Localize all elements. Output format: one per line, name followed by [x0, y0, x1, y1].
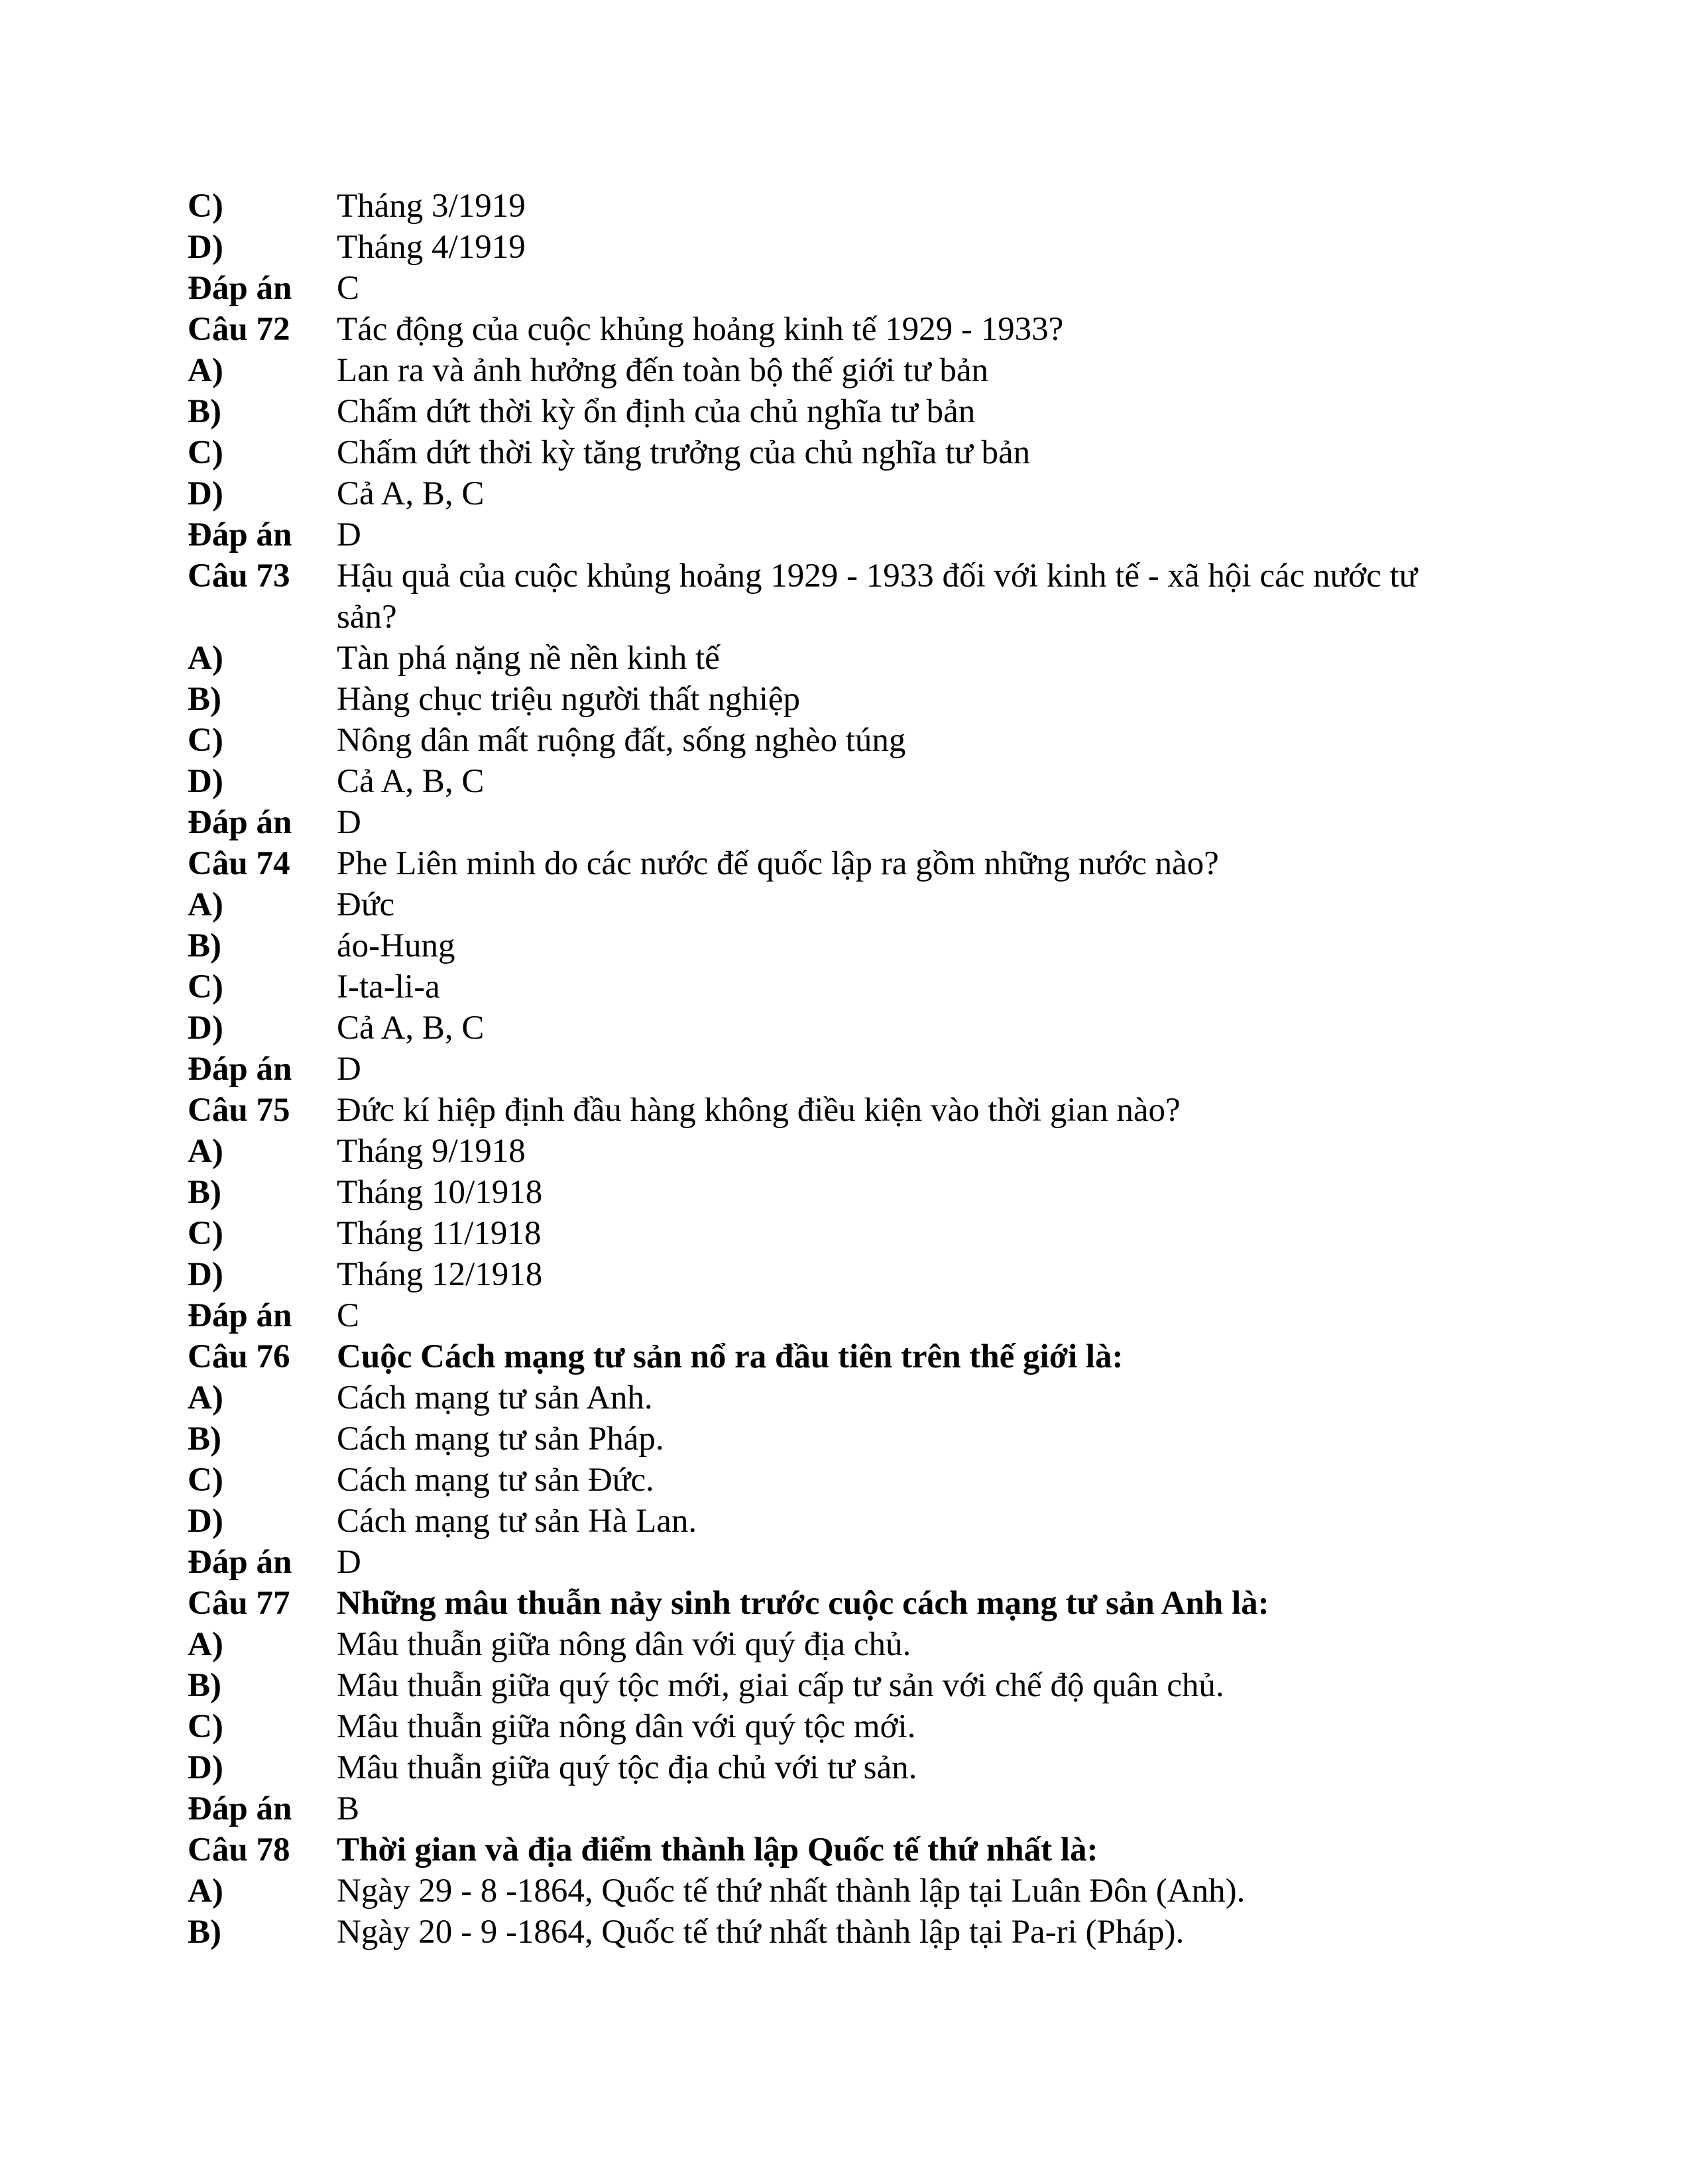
option-row: [188, 720, 1513, 761]
question-list: [188, 186, 1513, 1953]
option-label: B): [188, 1914, 221, 1951]
option-text: Lan ra và ảnh hưởng đến toàn bộ thế giới tư bản: [337, 352, 989, 389]
option-label: A): [188, 640, 223, 677]
option-row: [188, 1460, 1513, 1501]
question-label: Câu 73: [188, 557, 290, 595]
option-label: B): [188, 1667, 221, 1704]
option-text: Cách mạng tư sản Anh.: [337, 1379, 653, 1416]
option-label: B): [188, 1420, 221, 1458]
option-text: Tháng 10/1918: [337, 1174, 543, 1211]
question-row: [188, 309, 1513, 350]
option-text: Mâu thuẫn giữa quý tộc địa chủ với tư sản.: [337, 1749, 917, 1786]
option-text: Tháng 3/1919: [337, 188, 526, 225]
option-row: [188, 966, 1513, 1007]
option-text: Hàng chục triệu người thất nghiệp: [337, 681, 801, 718]
option-label: C): [188, 968, 223, 1006]
option-row: [188, 186, 1513, 227]
answer-label: Đáp án: [188, 1544, 292, 1581]
answer-label: Đáp án: [188, 516, 292, 553]
option-text: Tàn phá nặng nề nền kinh tế: [337, 640, 720, 677]
option-row: [188, 1131, 1513, 1172]
option-label: D): [188, 1503, 223, 1540]
question-text: Cuộc Cách mạng tư sản nổ ra đầu tiên trên thế giới là:: [337, 1338, 1124, 1375]
option-row: [188, 1501, 1513, 1542]
answer-row: [188, 1295, 1513, 1336]
answer-row: [188, 268, 1513, 309]
option-row: [188, 1418, 1513, 1460]
option-label: A): [188, 1626, 223, 1663]
question-label: Câu 76: [188, 1338, 290, 1375]
option-row: [188, 1912, 1513, 1953]
option-label: D): [188, 475, 223, 512]
question-text: Đức kí hiệp định đầu hàng không điều kiện vào thời gian nào?: [337, 1092, 1181, 1129]
option-text: Tháng 9/1918: [337, 1133, 526, 1170]
option-label: C): [188, 188, 223, 225]
option-text: Đức: [337, 886, 395, 923]
answer-label: Đáp án: [188, 804, 292, 841]
question-label: Câu 75: [188, 1092, 290, 1129]
option-text: Cách mạng tư sản Hà Lan.: [337, 1503, 697, 1540]
option-text: Mâu thuẫn giữa nông dân với quý địa chủ.: [337, 1626, 911, 1663]
option-label: B): [188, 1174, 221, 1211]
option-row: [188, 925, 1513, 966]
answer-row: [188, 1542, 1513, 1583]
option-text: áo-Hung: [337, 927, 455, 964]
option-label: C): [188, 1462, 223, 1499]
option-label: A): [188, 1133, 223, 1170]
option-label: C): [188, 722, 223, 759]
answer-label: Đáp án: [188, 1297, 292, 1334]
option-row: [188, 679, 1513, 720]
question-text: Thời gian và địa điểm thành lập Quốc tế thứ nhất là:: [337, 1831, 1098, 1868]
option-row: [188, 1213, 1513, 1254]
question-text: Những mâu thuẫn nảy sinh trước cuộc cách mạng tư sản Anh là:: [337, 1585, 1269, 1622]
answer-label: Đáp án: [188, 1051, 292, 1088]
question-label: Câu 74: [188, 845, 290, 882]
answer-text: B: [337, 1790, 360, 1827]
option-text: Chấm dứt thời kỳ tăng trưởng của chủ nghĩa tư bản: [337, 434, 1031, 471]
option-label: A): [188, 1379, 223, 1416]
answer-row: [188, 1788, 1513, 1829]
option-label: A): [188, 352, 223, 389]
answer-row: [188, 802, 1513, 843]
option-row: [188, 1706, 1513, 1747]
option-row: [188, 1665, 1513, 1706]
option-text: I-ta-li-a: [337, 968, 440, 1006]
answer-label: Đáp án: [188, 270, 292, 307]
option-text: Ngày 20 - 9 -1864, Quốc tế thứ nhất thành lập tại Pa-ri (Pháp).: [337, 1914, 1185, 1951]
question-text: Tác động của cuộc khủng hoảng kinh tế 1929 - 1933?: [337, 311, 1064, 348]
option-text: Cả A, B, C: [337, 763, 485, 800]
option-label: A): [188, 1872, 223, 1910]
option-text: Tháng 12/1918: [337, 1256, 543, 1293]
question-label: Câu 77: [188, 1585, 290, 1622]
answer-text: C: [337, 270, 360, 307]
option-label: B): [188, 393, 221, 430]
option-row: [188, 391, 1513, 432]
option-label: C): [188, 434, 223, 471]
question-label: Câu 78: [188, 1831, 290, 1868]
option-label: B): [188, 681, 221, 718]
answer-text: D: [337, 516, 361, 553]
option-row: [188, 227, 1513, 268]
answer-row: [188, 1049, 1513, 1090]
answer-text: D: [337, 1544, 361, 1581]
option-text: Nông dân mất ruộng đất, sống nghèo túng: [337, 722, 906, 759]
option-label: C): [188, 1708, 223, 1745]
option-label: D): [188, 1009, 223, 1047]
question-row: [188, 555, 1513, 638]
option-text: Cách mạng tư sản Pháp.: [337, 1420, 664, 1458]
option-text: Cả A, B, C: [337, 1009, 485, 1047]
option-row: [188, 1172, 1513, 1213]
option-text: Chấm dứt thời kỳ ổn định của chủ nghĩa tư bản: [337, 393, 976, 430]
question-row: [188, 1583, 1513, 1624]
option-text: Cách mạng tư sản Đức.: [337, 1462, 654, 1499]
option-label: D): [188, 1749, 223, 1786]
option-label: B): [188, 927, 221, 964]
answer-text: C: [337, 1297, 360, 1334]
question-text: Hậu quả của cuộc khủng hoảng 1929 - 1933 đối với kinh tế - xã hội các nước tư sản?: [337, 557, 1418, 636]
option-text: Mâu thuẫn giữa nông dân với quý tộc mới.: [337, 1708, 916, 1745]
option-text: Cả A, B, C: [337, 475, 485, 512]
option-label: A): [188, 886, 223, 923]
option-row: [188, 1377, 1513, 1418]
option-label: C): [188, 1215, 223, 1252]
answer-text: D: [337, 804, 361, 841]
option-text: Tháng 4/1919: [337, 229, 526, 266]
option-row: [188, 1254, 1513, 1295]
option-row: [188, 1747, 1513, 1788]
answer-row: [188, 514, 1513, 555]
option-row: [188, 473, 1513, 514]
answer-label: Đáp án: [188, 1790, 292, 1827]
option-row: [188, 350, 1513, 391]
question-row: [188, 1829, 1513, 1870]
question-row: [188, 1090, 1513, 1131]
option-text: Mâu thuẫn giữa quý tộc mới, giai cấp tư sản với chế độ quân chủ.: [337, 1667, 1224, 1704]
option-label: D): [188, 229, 223, 266]
question-row: [188, 1336, 1513, 1377]
option-text: Ngày 29 - 8 -1864, Quốc tế thứ nhất thành lập tại Luân Đôn (Anh).: [337, 1872, 1246, 1910]
option-row: [188, 1870, 1513, 1912]
option-row: [188, 1624, 1513, 1665]
question-row: [188, 843, 1513, 884]
answer-text: D: [337, 1051, 361, 1088]
option-row: [188, 432, 1513, 473]
option-row: [188, 761, 1513, 802]
option-row: [188, 638, 1513, 679]
question-label: Câu 72: [188, 311, 290, 348]
option-text: Tháng 11/1918: [337, 1215, 542, 1252]
option-label: D): [188, 1256, 223, 1293]
option-row: [188, 1007, 1513, 1049]
option-label: D): [188, 763, 223, 800]
question-text: Phe Liên minh do các nước đế quốc lập ra gồm những nước nào?: [337, 845, 1219, 882]
option-row: [188, 884, 1513, 925]
